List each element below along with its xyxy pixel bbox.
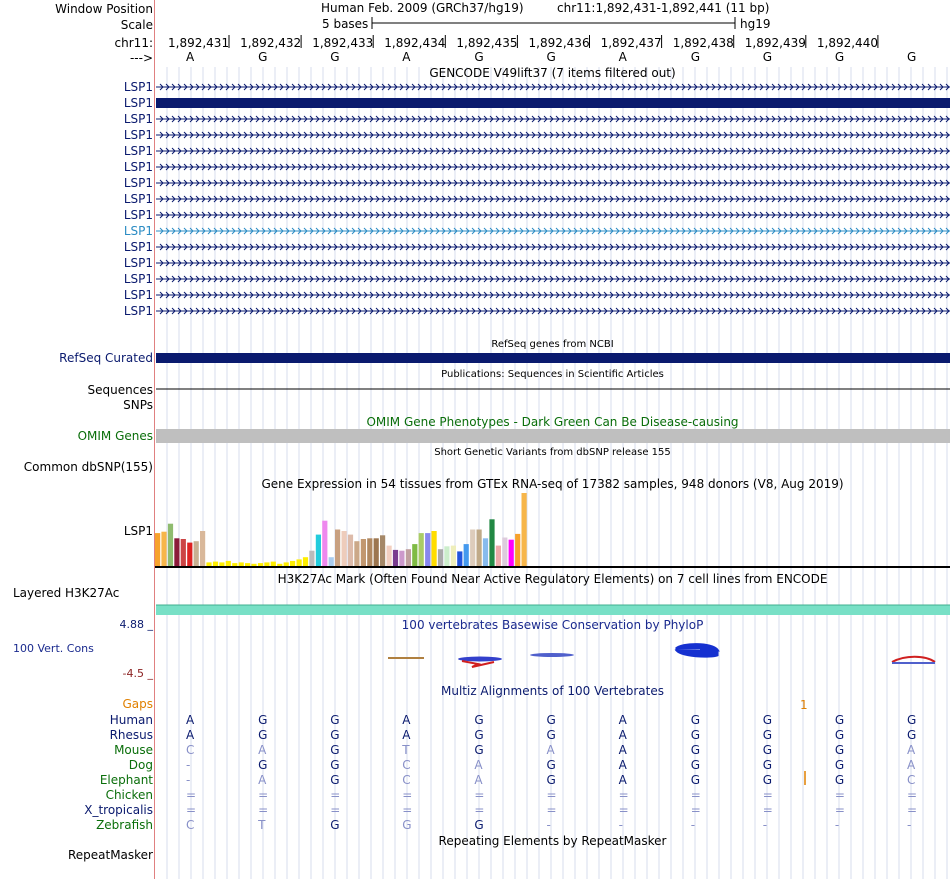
gtex-tissue-bar	[161, 532, 166, 566]
h3k27ac-signal	[156, 605, 950, 615]
ruler-base[interactable]: A	[618, 50, 627, 64]
aligned-base: =	[402, 803, 413, 817]
aligned-base: =	[834, 803, 845, 817]
gtex-tissue-bar	[464, 544, 469, 566]
aligned-base: T	[402, 743, 410, 757]
aligned-base: =	[402, 788, 413, 802]
label-repeatmasker[interactable]: RepeatMasker	[67, 848, 153, 862]
gtex-tissue-bar	[406, 549, 411, 566]
aligned-base: G	[330, 818, 340, 832]
aligned-base: G	[258, 758, 268, 772]
gencode-gene-label[interactable]: LSP1	[123, 192, 153, 206]
label-omim-genes[interactable]: OMIM Genes	[77, 429, 153, 443]
aligned-base: A	[258, 743, 267, 757]
gtex-tissue-bar	[502, 538, 507, 567]
gtex-tissue-bar	[245, 563, 250, 566]
aligned-base: -	[834, 818, 840, 832]
species-label[interactable]: Dog	[128, 758, 153, 772]
ruler-position: 1,892,439	[744, 36, 806, 50]
multiz-track-title[interactable]: Multiz Alignments of 100 Vertebrates	[440, 684, 665, 698]
gtex-tissue-bar	[239, 562, 244, 566]
aligned-base: A	[474, 758, 483, 772]
gencode-gene-label[interactable]: LSP1	[123, 112, 153, 126]
ruler-position: 1,892,431	[168, 36, 230, 50]
species-label[interactable]: Mouse	[114, 743, 153, 757]
gtex-tissue-bar	[251, 564, 256, 566]
gtex-tissue-bar	[483, 538, 488, 566]
gtex-tissue-bar	[477, 530, 482, 567]
aligned-base: G	[834, 713, 845, 727]
gtex-tissue-bar	[515, 534, 520, 566]
aligned-base: =	[762, 788, 773, 802]
gtex-tissue-bar	[348, 535, 353, 566]
gencode-gene-label[interactable]: LSP1	[123, 256, 153, 270]
aligned-base: G	[762, 743, 773, 757]
aligned-base: -	[546, 818, 551, 832]
refseq-exon-block	[156, 353, 950, 363]
aligned-base: G	[546, 758, 556, 772]
aligned-base: G	[690, 773, 700, 787]
gtex-tissue-bar	[335, 530, 340, 567]
gtex-tissue-bar	[393, 550, 398, 566]
aligned-base: G	[762, 773, 773, 787]
aligned-base: G	[834, 773, 845, 787]
aligned-base: =	[474, 803, 485, 817]
aligned-base: A	[546, 743, 555, 757]
conservation-mark	[892, 657, 935, 662]
refseq-track-title[interactable]: RefSeq genes from NCBI	[491, 339, 614, 350]
ruler-base[interactable]: G	[330, 50, 340, 64]
gtex-tissue-bar	[412, 544, 417, 566]
aligned-base: =	[186, 788, 197, 802]
species-label[interactable]: Human	[109, 713, 153, 727]
gtex-tissue-bar	[496, 546, 501, 566]
gtex-tissue-bar	[444, 546, 449, 566]
aligned-base: C	[402, 758, 411, 772]
aligned-base: T	[258, 818, 266, 832]
gencode-gene-label[interactable]: LSP1	[123, 288, 153, 302]
gtex-tissue-bar	[258, 563, 263, 566]
gtex-tissue-bar	[303, 557, 308, 566]
aligned-base: G	[474, 713, 484, 727]
gencode-gene-label[interactable]: LSP1	[123, 160, 153, 174]
gtex-tissue-bar	[354, 541, 359, 566]
label-window-position: Window Position	[55, 2, 153, 16]
gtex-tissue-bar	[399, 551, 404, 566]
aligned-base: G	[474, 743, 484, 757]
aligned-base: G	[330, 773, 340, 787]
aligned-base: =	[690, 803, 701, 817]
gtex-tissue-bar	[181, 539, 186, 566]
aligned-base: -	[186, 758, 191, 772]
aligned-base: A	[402, 728, 411, 742]
aligned-base: G	[762, 758, 773, 772]
ruler-base[interactable]: G	[834, 50, 845, 64]
aligned-base: A	[618, 773, 627, 787]
gtex-tissue-bar	[219, 562, 224, 566]
aligned-base: G	[258, 728, 268, 742]
gencode-gene-label[interactable]: LSP1	[123, 304, 153, 318]
aligned-base: G	[330, 743, 340, 757]
aligned-base: A	[258, 773, 267, 787]
label-gtex-gene[interactable]: LSP1	[123, 524, 153, 538]
species-label[interactable]: Zebrafish	[96, 818, 153, 832]
aligned-base: A	[186, 728, 195, 742]
gtex-tissue-bar	[232, 563, 237, 566]
gtex-tissue-bar	[309, 551, 314, 566]
aligned-base: =	[907, 788, 918, 802]
gtex-tissue-bar	[470, 530, 475, 567]
ruler-position: 1,892,440	[816, 36, 878, 50]
aligned-base: A	[402, 713, 411, 727]
ruler-position: 1,892,434	[384, 36, 446, 50]
gap-count-mark: 1	[800, 698, 808, 712]
gencode-gene-label[interactable]: LSP1	[123, 96, 153, 110]
aligned-base: G	[834, 758, 845, 772]
pubs-track-title[interactable]: Publications: Sequences in Scientific Articles	[441, 369, 664, 380]
gtex-tissue-bar	[284, 562, 289, 566]
gtex-tissue-bar	[367, 538, 372, 566]
aligned-base: G	[690, 713, 700, 727]
ruler-base[interactable]: G	[258, 50, 268, 64]
gencode-exon-block	[156, 98, 950, 108]
aligned-base: G	[402, 818, 412, 832]
gtex-tissue-bar	[457, 551, 462, 566]
gtex-tissue-bar	[509, 540, 514, 566]
label-chrom-ruler: chr11:	[114, 36, 153, 50]
gtex-tissue-bar	[438, 549, 443, 566]
species-label[interactable]: Rhesus	[109, 728, 153, 742]
conservation-track-title[interactable]: 100 vertebrates Basewise Conservation by PhyloP	[401, 618, 704, 632]
aligned-base: G	[690, 758, 700, 772]
gtex-tissue-bar	[380, 535, 385, 566]
aligned-base: -	[907, 818, 912, 832]
conservation-mark	[462, 661, 494, 667]
aligned-base: G	[690, 728, 700, 742]
position-range: chr11:1,892,431-1,892,441 (11 bp)	[557, 1, 770, 15]
gtex-tissue-bar	[425, 533, 430, 566]
aligned-base: =	[258, 803, 269, 817]
gtex-tissue-bar	[432, 531, 437, 566]
gencode-gene-label[interactable]: LSP1	[123, 272, 153, 286]
aligned-base: G	[762, 713, 773, 727]
aligned-base: G	[330, 758, 340, 772]
gtex-tissue-bar	[297, 559, 302, 566]
conservation-mark	[676, 645, 717, 656]
aligned-base: G	[546, 773, 556, 787]
aligned-base: =	[618, 803, 629, 817]
aligned-base: G	[258, 713, 268, 727]
omim-gene-bar	[156, 429, 950, 443]
species-label[interactable]: Chicken	[105, 788, 153, 802]
aligned-base: A	[618, 758, 627, 772]
gtex-tissue-bar	[200, 531, 205, 566]
gencode-gene-label[interactable]: LSP1	[123, 80, 153, 94]
aligned-base: -	[618, 818, 623, 832]
gtex-tissue-bar	[155, 533, 160, 566]
ruler-base[interactable]: G	[762, 50, 773, 64]
aligned-base: G	[546, 713, 556, 727]
species-label[interactable]: Elephant	[99, 773, 153, 787]
aligned-base: =	[762, 803, 773, 817]
aligned-base: =	[474, 788, 485, 802]
cons-min-value: -4.5 _	[122, 667, 153, 680]
ruler-position: 1,892,436	[528, 36, 590, 50]
aligned-base: C	[186, 818, 195, 832]
gtex-tissue-bar	[489, 519, 494, 566]
omim-track-title[interactable]: OMIM Gene Phenotypes - Dark Green Can Be Disease-causing	[366, 415, 739, 429]
aligned-base: A	[907, 758, 916, 772]
ruler-base[interactable]: G	[907, 50, 917, 64]
gtex-tissue-bar	[277, 564, 282, 566]
label-scale: Scale	[120, 18, 153, 32]
conservation-mark	[530, 653, 574, 657]
ruler-position: 1,892,438	[672, 36, 734, 50]
gencode-gene-label[interactable]: LSP1	[123, 240, 153, 254]
assembly-title: Human Feb. 2009 (GRCh37/hg19)	[321, 1, 524, 15]
scale-db-label: hg19	[740, 17, 771, 31]
gtex-tissue-bar	[206, 562, 211, 566]
aligned-base: C	[186, 743, 195, 757]
scale-bar-label: 5 bases	[322, 17, 369, 31]
gtex-tissue-bar	[264, 562, 269, 566]
ruler-position: 1,892,437	[600, 36, 662, 50]
ruler-base[interactable]: A	[186, 50, 195, 64]
ruler-base[interactable]: G	[474, 50, 484, 64]
ruler-base[interactable]: G	[690, 50, 700, 64]
ruler-position: 1,892,432	[240, 36, 302, 50]
aligned-base: =	[330, 803, 341, 817]
gencode-gene-label[interactable]: LSP1	[123, 128, 153, 142]
aligned-base: G	[834, 728, 845, 742]
label-strand: --->	[129, 51, 153, 65]
aligned-base: G	[834, 743, 845, 757]
aligned-base: G	[907, 713, 917, 727]
aligned-base: -	[762, 818, 768, 832]
gtex-tissue-bar	[174, 538, 179, 566]
label-100-vert-cons[interactable]: 100 Vert. Cons	[13, 642, 94, 655]
gtex-tissue-bar	[374, 538, 379, 566]
gtex-tissue-bar	[187, 543, 192, 566]
aligned-base: =	[834, 788, 845, 802]
aligned-base: -	[690, 818, 696, 832]
repeatmasker-track-title[interactable]: Repeating Elements by RepeatMasker	[438, 834, 667, 848]
label-snps[interactable]: SNPs	[123, 398, 153, 412]
gencode-track-title[interactable]: GENCODE V49lift37 (7 items filtered out)	[429, 66, 676, 80]
aligned-base: =	[690, 788, 701, 802]
ruler-base[interactable]: A	[402, 50, 411, 64]
gtex-tissue-bar	[387, 546, 392, 566]
ruler-position: 1,892,433	[312, 36, 374, 50]
gtex-tissue-bar	[316, 535, 321, 566]
aligned-base: =	[330, 788, 341, 802]
aligned-base: -	[186, 773, 191, 787]
aligned-base: =	[186, 803, 197, 817]
label-sequences[interactable]: Sequences	[87, 383, 153, 397]
aligned-base: G	[474, 818, 484, 832]
gtex-tissue-bar	[213, 562, 218, 566]
aligned-base: =	[546, 803, 557, 817]
aligned-base: G	[907, 728, 917, 742]
gencode-gene-label[interactable]: LSP1	[123, 144, 153, 158]
gtex-tissue-bar	[194, 541, 199, 566]
aligned-base: =	[258, 788, 269, 802]
aligned-base: A	[618, 713, 627, 727]
aligned-base: C	[907, 773, 916, 787]
aligned-base: A	[907, 743, 916, 757]
gtex-tissue-bar	[342, 531, 347, 566]
aligned-base: G	[330, 713, 340, 727]
gtex-tissue-bar	[419, 533, 424, 566]
aligned-base: A	[474, 773, 483, 787]
h3k27ac-track-title[interactable]: H3K27Ac Mark (Often Found Near Active Regulatory Elements) on 7 cell lines from ENCODE	[277, 572, 828, 586]
gtex-track-title[interactable]: Gene Expression in 54 tissues from GTEx RNA-seq of 17382 samples, 948 donors (V8, Aug 2019)	[261, 477, 844, 491]
aligned-base: G	[690, 743, 700, 757]
aligned-base: G	[546, 728, 556, 742]
label-gaps: Gaps	[122, 697, 153, 711]
aligned-base: A	[618, 728, 627, 742]
gtex-tissue-bar	[290, 561, 295, 566]
aligned-base: G	[762, 728, 773, 742]
aligned-base: G	[330, 728, 340, 742]
aligned-base: G	[474, 728, 484, 742]
gtex-tissue-bar	[322, 521, 327, 566]
label-refseq-curated[interactable]: RefSeq Curated	[59, 351, 153, 365]
gtex-tissue-bar	[361, 539, 366, 566]
aligned-base: =	[618, 788, 629, 802]
gencode-gene-label[interactable]: LSP1	[123, 176, 153, 190]
gtex-tissue-bar	[168, 524, 173, 566]
gencode-gene-label[interactable]: LSP1	[123, 224, 153, 238]
gtex-tissue-bar	[329, 557, 334, 566]
label-common-dbsnp[interactable]: Common dbSNP(155)	[23, 460, 153, 474]
aligned-base: =	[907, 803, 918, 817]
snp-track-title[interactable]: Short Genetic Variants from dbSNP release 155	[434, 447, 671, 458]
ruler-position: 1,892,435	[456, 36, 518, 50]
aligned-base: C	[402, 773, 411, 787]
gtex-tissue-bar	[271, 562, 276, 566]
aligned-base: =	[546, 788, 557, 802]
gtex-tissue-bar	[451, 546, 456, 566]
species-label[interactable]: X_tropicalis	[84, 803, 153, 817]
gencode-gene-label[interactable]: LSP1	[123, 208, 153, 222]
aligned-base: A	[618, 743, 627, 757]
gtex-tissue-bar	[226, 561, 231, 566]
ruler-base[interactable]: G	[546, 50, 556, 64]
aligned-base: A	[186, 713, 195, 727]
cons-max-value: 4.88 _	[119, 618, 153, 631]
gtex-tissue-bar	[522, 493, 527, 566]
label-layered-h3k27ac[interactable]: Layered H3K27Ac	[13, 586, 120, 600]
